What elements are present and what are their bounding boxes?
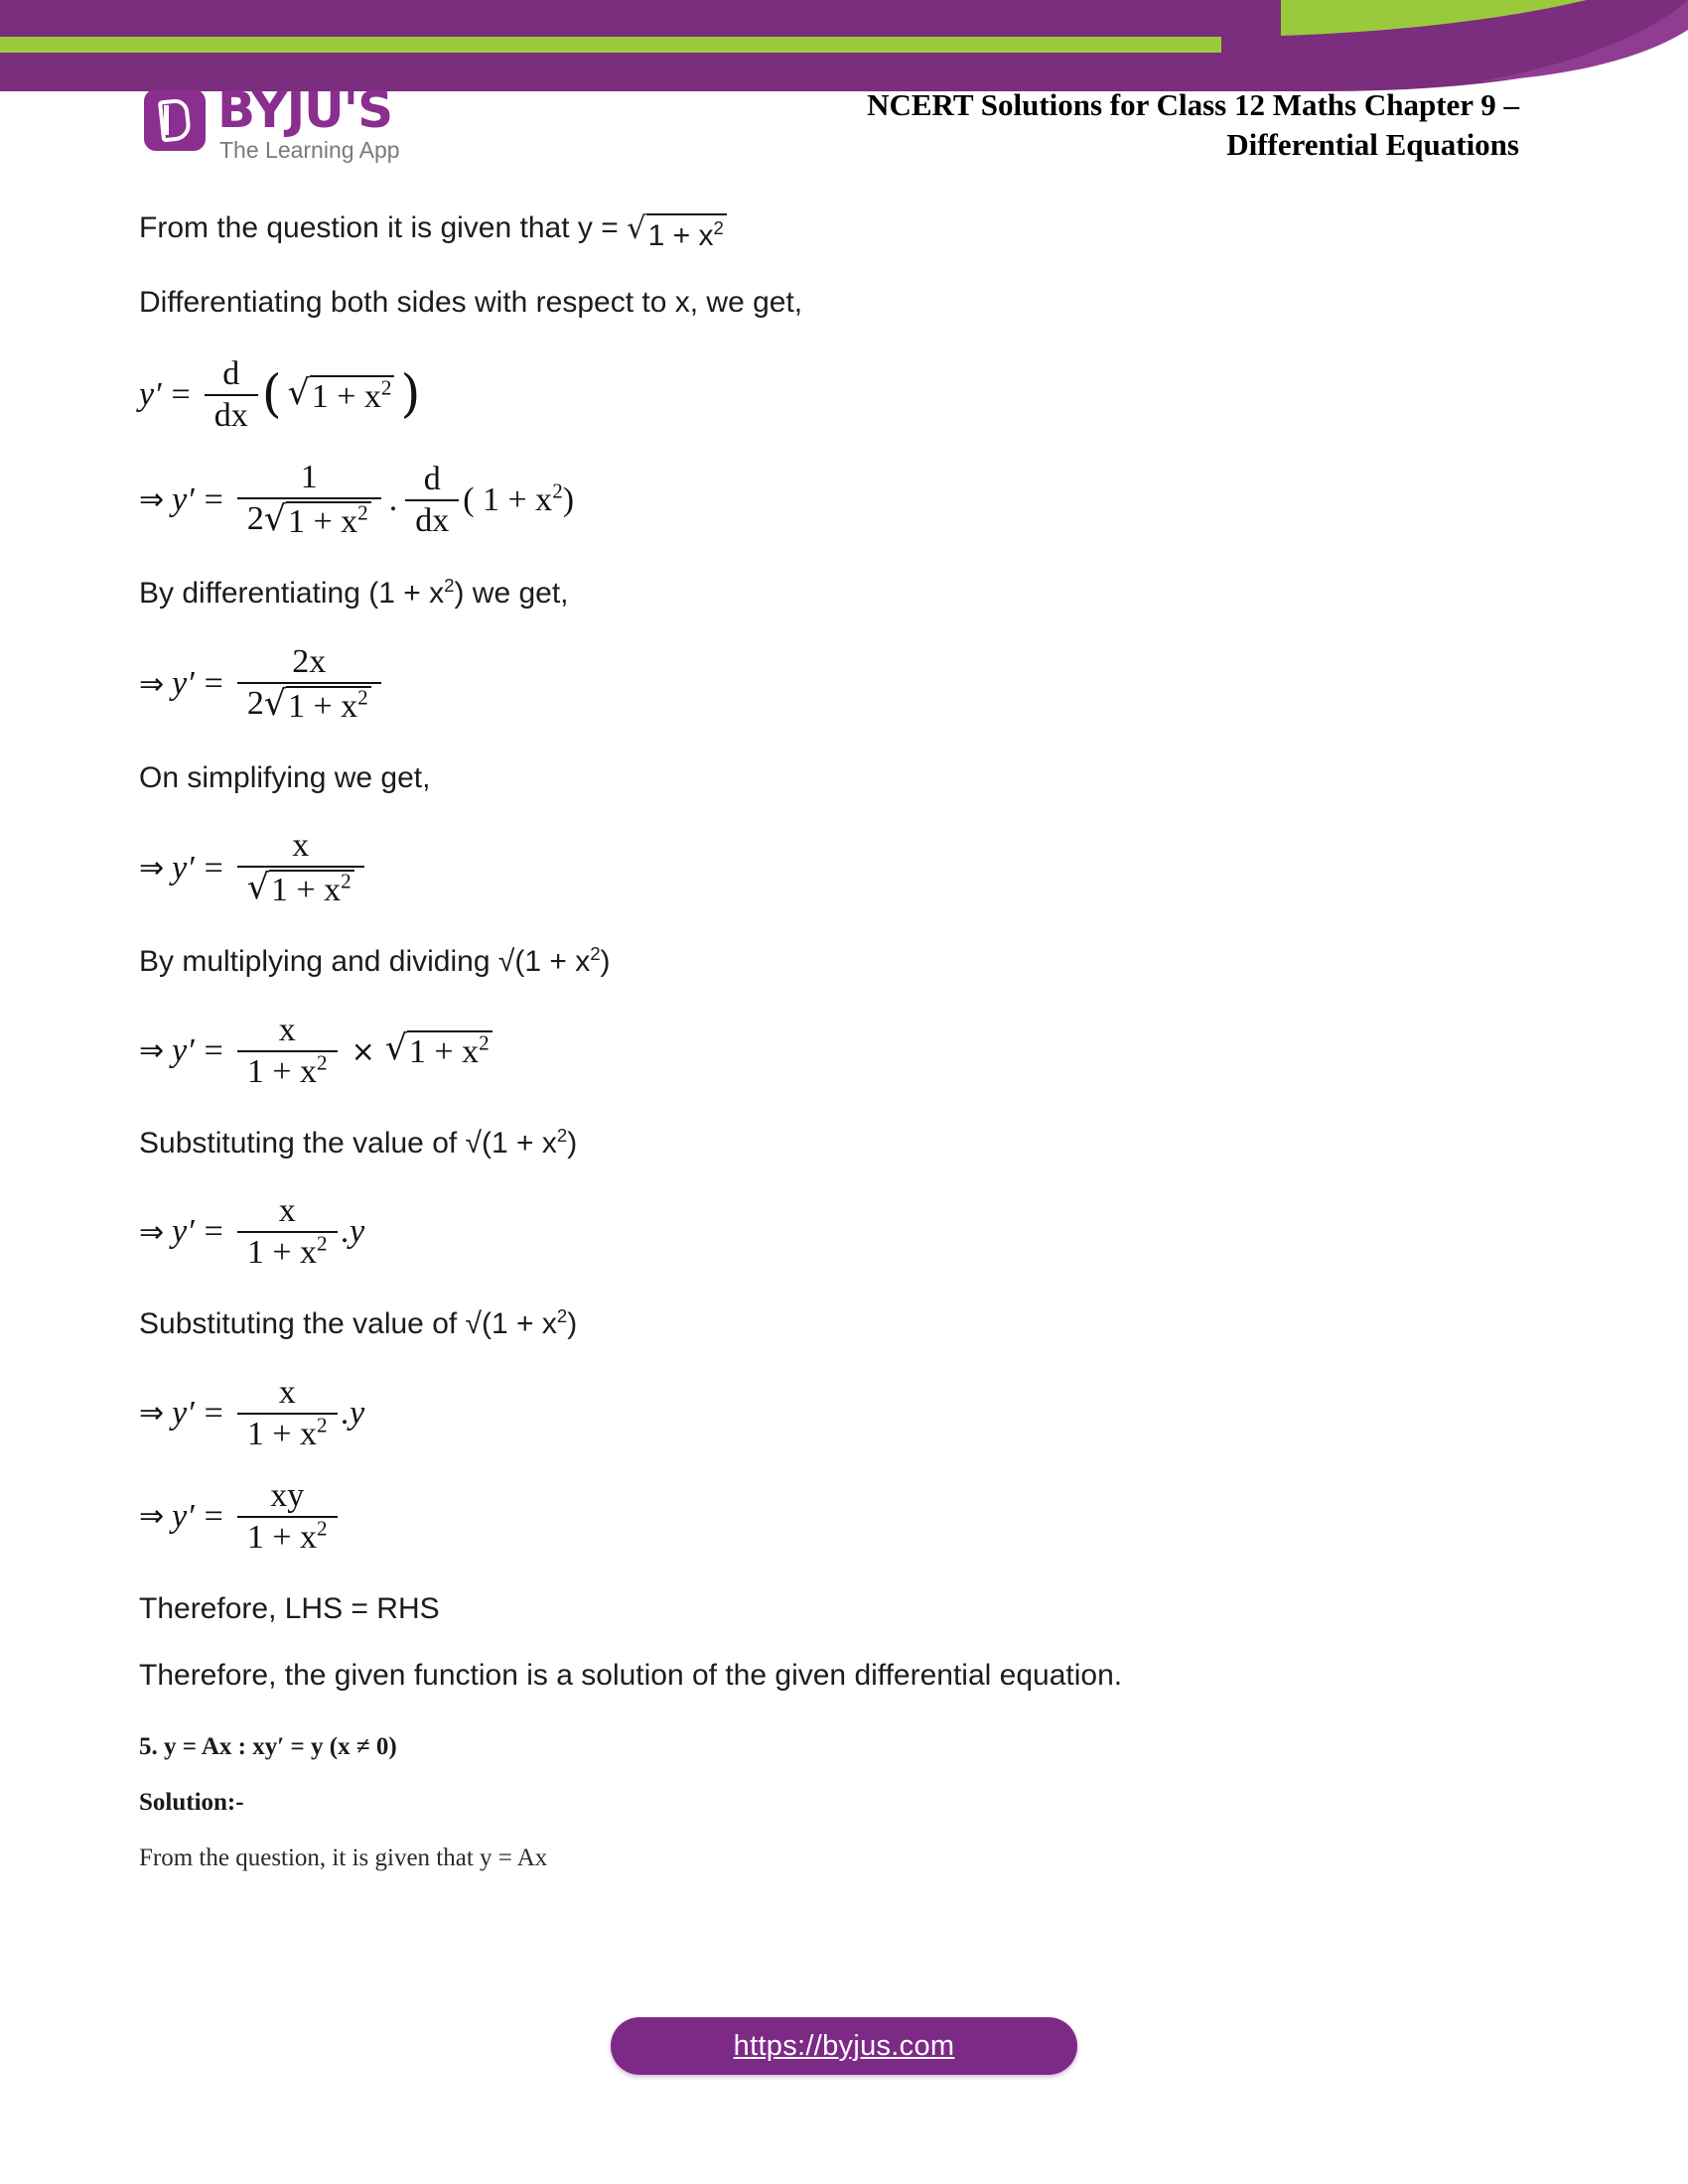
eq3-den: 2 √ $1 + x^2$ bbox=[237, 682, 381, 725]
eq6-den-sup: 2 bbox=[317, 1232, 328, 1257]
eq1-ddx-den: dx bbox=[205, 394, 258, 434]
eq4-fraction bbox=[237, 828, 364, 908]
eq5-lhs: y′ bbox=[172, 1031, 195, 1069]
byjus-url-button[interactable]: https://byjus.com bbox=[611, 2017, 1077, 2075]
purple-flat-rect bbox=[0, 0, 1281, 37]
statement-by-differentiating bbox=[139, 574, 1549, 614]
logo-tagline: The Learning App bbox=[219, 137, 400, 163]
eq5-den bbox=[237, 1050, 338, 1090]
eq7-num: x bbox=[278, 1373, 296, 1411]
eq3-num: 2x bbox=[292, 642, 327, 680]
eq8-den bbox=[237, 1516, 338, 1556]
equation-3 bbox=[139, 644, 1549, 725]
eq5-times-icon: × bbox=[351, 1033, 375, 1068]
eq7-implies-icon: ⇒ bbox=[139, 1396, 165, 1432]
eq5-radicand-sup: 2 bbox=[479, 1030, 490, 1055]
equation-2 bbox=[139, 460, 1549, 540]
eq3-implies-icon: ⇒ bbox=[139, 666, 165, 702]
eq8-den-sup: 2 bbox=[317, 1516, 328, 1541]
equation-1 bbox=[139, 356, 1549, 434]
eq4-equals: = bbox=[204, 849, 223, 887]
equation-5 bbox=[139, 1013, 1549, 1090]
eq6-lhs: y′ bbox=[172, 1213, 195, 1251]
statement-sub2-post: ) bbox=[567, 1307, 578, 1341]
eq8-num: xy bbox=[270, 1476, 305, 1514]
eq5-den-text: 1 + x bbox=[246, 1052, 318, 1090]
eq4-den-radicand: 1 + x bbox=[270, 872, 342, 909]
statement-by-mult-pre: By multiplying and dividing √(1 + x bbox=[139, 945, 591, 979]
statement-by-diff-sup: 2 bbox=[444, 575, 455, 597]
eq7-fraction bbox=[237, 1375, 338, 1452]
eq5-den-sup: 2 bbox=[317, 1050, 328, 1075]
eq4-num: x bbox=[292, 827, 310, 865]
eq2-dot: . bbox=[388, 480, 398, 518]
eq1-equals: = bbox=[171, 376, 191, 414]
eq7-den-sup: 2 bbox=[317, 1413, 328, 1437]
equation-8 bbox=[139, 1478, 1549, 1556]
eq5-fraction bbox=[237, 1013, 338, 1090]
eq4-lhs: y′ bbox=[172, 849, 195, 887]
eq6-fraction bbox=[237, 1193, 338, 1271]
eq1-ddx-num: d bbox=[222, 355, 240, 392]
eq2-num: 1 bbox=[300, 459, 318, 496]
statement-substituting-1 bbox=[139, 1124, 1549, 1164]
eq1-radical: √ $1 + x^2$ bbox=[288, 375, 395, 416]
statement-by-mult-sup: 2 bbox=[590, 943, 601, 965]
eq2-den-radicand: 1 + x bbox=[287, 503, 358, 541]
eq5-num: x bbox=[278, 1011, 296, 1048]
eq4-den-sup: 2 bbox=[341, 869, 352, 893]
eq3-den-coef: 2 bbox=[246, 684, 264, 722]
page-title-line-1: NCERT Solutions for Class 12 Maths Chapter 9 – bbox=[867, 87, 1519, 122]
eq8-implies-icon: ⇒ bbox=[139, 1499, 165, 1535]
statement-given-text: From the question it is given that y = bbox=[139, 211, 619, 244]
statement-differentiate: Differentiating both sides with respect to x, we get, bbox=[139, 285, 803, 319]
eq5-radicand: 1 + x bbox=[408, 1033, 480, 1071]
statement-by-multiplying bbox=[139, 942, 1549, 983]
page-title-line-2: Differential Equations bbox=[1226, 126, 1519, 162]
eq8-lhs: y′ bbox=[172, 1497, 195, 1535]
eq4-implies-icon: ⇒ bbox=[139, 851, 165, 887]
eq6-den bbox=[237, 1231, 338, 1271]
eq1-open-paren: ( bbox=[261, 365, 282, 425]
eq3-lhs: y′ bbox=[172, 665, 195, 703]
eq7-equals: = bbox=[204, 1394, 223, 1432]
eq2-lhs: y′ bbox=[172, 480, 195, 518]
eq2-den-sup: 2 bbox=[357, 500, 368, 525]
eq1-lhs: y′ bbox=[139, 376, 162, 414]
eq2-fraction bbox=[237, 460, 381, 540]
eq7-den-text: 1 + x bbox=[246, 1415, 318, 1452]
byjus-logo-mark-icon bbox=[144, 89, 206, 151]
eq5-radical: √ $1 + x^2$ bbox=[385, 1030, 492, 1071]
eq2-den: 2 √ $1 + x^2$ bbox=[237, 497, 381, 540]
eq2-den-coef: 2 bbox=[246, 500, 264, 538]
solution-label: Solution:- bbox=[139, 1789, 244, 1816]
statement-lhs-rhs: Therefore, LHS = RHS bbox=[139, 1592, 440, 1625]
eq5-implies-icon: ⇒ bbox=[139, 1033, 165, 1069]
statement-by-mult-post: ) bbox=[600, 945, 611, 979]
eq2-ddx-den: dx bbox=[405, 499, 459, 539]
eq2-tail-sup: 2 bbox=[552, 478, 563, 503]
statement-sub2-pre: Substituting the value of √(1 + x bbox=[139, 1307, 557, 1341]
eq2-implies-icon: ⇒ bbox=[139, 482, 165, 518]
eq2-tail-open: ( 1 + x bbox=[463, 480, 553, 518]
equation-7 bbox=[139, 1375, 1549, 1452]
logo-b-stem bbox=[164, 105, 169, 135]
eq2-equals: = bbox=[204, 480, 223, 518]
eq2-ddx-fraction bbox=[405, 462, 459, 539]
eq7-tail: .y bbox=[341, 1394, 365, 1432]
byjus-logo bbox=[144, 81, 442, 177]
eq6-implies-icon: ⇒ bbox=[139, 1214, 165, 1250]
equation-6 bbox=[139, 1193, 1549, 1271]
eq2-ddx-num: d bbox=[423, 460, 441, 497]
statement-by-diff-pre: By differentiating (1 + x bbox=[139, 577, 445, 611]
eq6-tail: .y bbox=[341, 1213, 365, 1251]
statement-substituting-2 bbox=[139, 1304, 1549, 1345]
statement-on-simplifying: On simplifying we get, bbox=[139, 760, 431, 794]
eq1-radicand: 1 + x bbox=[311, 377, 381, 415]
page-title bbox=[695, 85, 1519, 164]
statement-sub2-sup: 2 bbox=[556, 1305, 568, 1327]
eq4-den: √ $1 + x^2$ bbox=[237, 866, 364, 908]
eq3-equals: = bbox=[204, 665, 223, 703]
radicand-given: 1 + x bbox=[647, 219, 714, 252]
eq1-ddx-fraction bbox=[205, 356, 258, 434]
eq3-fraction bbox=[237, 644, 381, 725]
eq6-equals: = bbox=[204, 1213, 223, 1251]
statement-conclusion: Therefore, the given function is a solution of the given differential equation. bbox=[139, 1658, 1123, 1692]
eq1-radicand-sup: 2 bbox=[380, 375, 392, 400]
eq3-den-radicand: 1 + x bbox=[287, 687, 358, 725]
eq2-tail-close: ) bbox=[562, 480, 575, 518]
statement-by-diff-post: ) we get, bbox=[454, 577, 569, 611]
logo-wordmark: BYJU'S bbox=[217, 81, 393, 139]
statement-sub1-pre: Substituting the value of √(1 + x bbox=[139, 1126, 557, 1160]
eq8-den-text: 1 + x bbox=[246, 1518, 318, 1556]
eq7-den bbox=[237, 1413, 338, 1452]
eq2-tail bbox=[463, 478, 575, 519]
statement-sub1-sup: 2 bbox=[556, 1124, 568, 1146]
question-5-statement: 5. y = Ax : xy′ = y (x ≠ 0) bbox=[139, 1733, 397, 1760]
document-content bbox=[139, 208, 1549, 1892]
eq6-den-text: 1 + x bbox=[246, 1234, 318, 1272]
eq3-den-sup: 2 bbox=[357, 685, 368, 710]
eq8-equals: = bbox=[204, 1497, 223, 1535]
radicand-given-sup: 2 bbox=[713, 217, 724, 238]
eq5-equals: = bbox=[204, 1031, 223, 1069]
radical-given: √ $1 + x^2$ bbox=[627, 213, 727, 257]
green-flat-rect bbox=[0, 37, 1246, 53]
eq8-fraction bbox=[237, 1478, 338, 1556]
equation-4 bbox=[139, 828, 1549, 908]
eq1-close-paren: ) bbox=[400, 365, 421, 425]
question-5-solution-line-1: From the question, it is given that y = Ax bbox=[139, 1844, 548, 1871]
statement-sub1-post: ) bbox=[567, 1126, 578, 1160]
eq6-num: x bbox=[278, 1192, 296, 1230]
statement-given bbox=[139, 208, 1549, 257]
eq7-lhs: y′ bbox=[172, 1394, 195, 1432]
